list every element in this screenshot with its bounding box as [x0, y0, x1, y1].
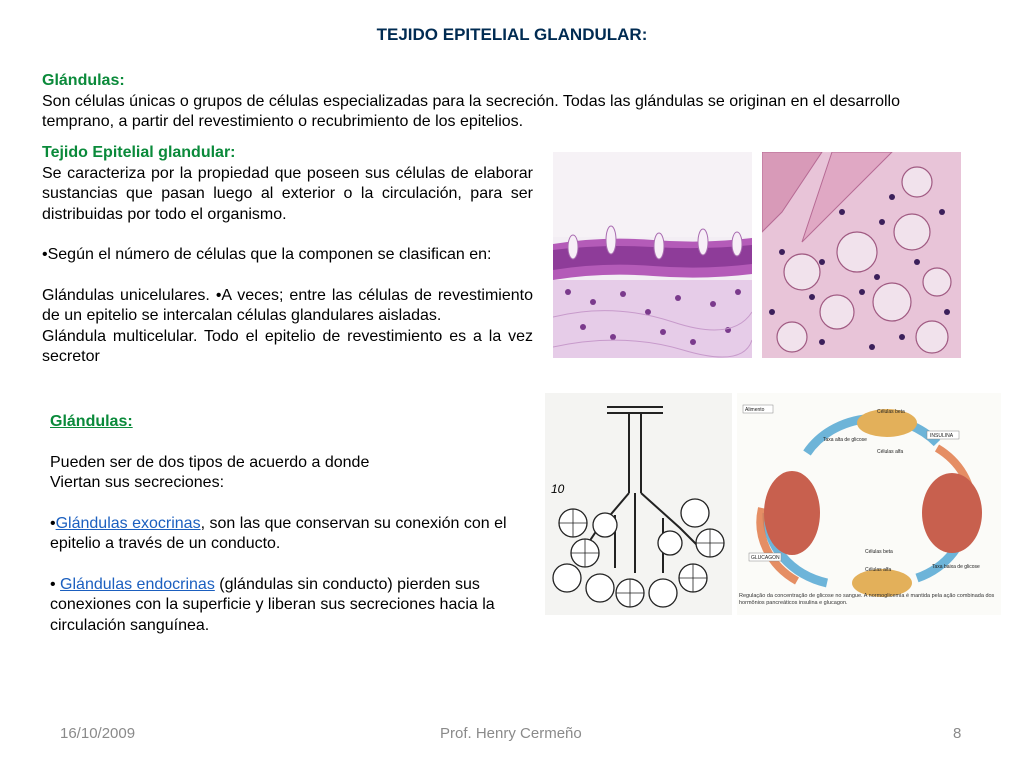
title-colon: : [641, 25, 648, 44]
tejido-p2: •Según el número de células que la componen se clasifican en: [42, 246, 492, 263]
bullet: • [50, 575, 61, 593]
figure-number: 10 [551, 482, 565, 496]
endocrinas-text: (glándulas sin conducto) pierden sus conexiones con la superficie y liberan sus secreciones hacia la circulación sanguínea. [50, 575, 495, 634]
label-taxa-alta: Taxa alta de glicose [823, 437, 867, 443]
endocrinas-link[interactable]: Glándulas endocrinas [60, 575, 215, 593]
title-text: TEJIDO EPITELIAL GLANDULAR [376, 25, 642, 44]
glucose-diagram-graphic [737, 393, 1001, 615]
label-celulas-beta-top: Células beta [877, 409, 905, 415]
glandulas-heading: Glándulas: [50, 413, 133, 430]
tejido-p4: Glándula multicelular. Todo el epitelio de revestimiento es a la vez secretor [42, 327, 533, 365]
glandulas-line1: Pueden ser de dos tipos de acuerdo a donde [50, 453, 370, 471]
label-taxa-baixa: Taxa baixa de glicose [932, 564, 980, 570]
tejido-heading: Tejido Epitelial glandular: [42, 144, 236, 161]
histology-gland-graphic [762, 152, 961, 358]
exocrinas-link[interactable]: Glándulas exocrinas [55, 514, 201, 532]
intro-text: Son células únicas o grupos de células especializadas para la secreción. Todas las glándulas se originan en el desarrollo temprano, a partir del revestimiento o recubrimiento de los epitelios. [42, 92, 901, 130]
label-glucagon: GLUCAGON [751, 555, 780, 561]
tejido-p3: Glándulas unicelulares. •A veces; entre las células de revestimiento de un epitelio se intercalan células glandulares aisladas. [42, 286, 533, 324]
histology-epithelium-image [553, 152, 752, 358]
histology-gland-image [762, 152, 961, 358]
glucose-regulation-diagram [737, 393, 1001, 615]
label-celulas-beta-bottom: Células beta [865, 549, 893, 555]
tejido-section [42, 143, 533, 368]
histology-epithelium-graphic [553, 152, 752, 358]
page-title [0, 25, 1024, 45]
label-celulas-alfa-top: Células alfa [877, 449, 904, 455]
diagram-caption: Regulação da concentração de glicose no sangue. A normoglicemia é mantida pela ação combinada dos hormônios pancreáticos insulina e glucagon. [739, 593, 995, 606]
label-alimento: Alimento [745, 407, 765, 413]
footer-page-number: 8 [953, 725, 962, 742]
glandulas-tipos-section [50, 412, 542, 636]
bullet: • [50, 514, 56, 532]
exocrine-gland-graphic [545, 393, 732, 615]
intro-section [42, 71, 972, 133]
label-insulina: INSULINA [930, 433, 954, 439]
footer-date: 16/10/2009 [60, 725, 136, 742]
exocrinas-text: , son las que conservan su conexión con el epitelio a través de un conducto. [50, 514, 507, 552]
exocrine-gland-drawing [545, 393, 732, 615]
tejido-p1: Se caracteriza por la propiedad que poseen sus células de elaborar sustancias que pasan luego al exterior o la circulación, para ser distribuidas por todo el organismo. [42, 164, 533, 223]
label-celulas-alfa-bottom: Células alfa [865, 567, 892, 573]
footer-author: Prof. Henry Cermeño [440, 725, 582, 742]
intro-heading: Glándulas: [42, 72, 125, 89]
exocrinas-item [50, 514, 542, 555]
glandulas-line2: Viertan sus secreciones: [50, 474, 225, 491]
endocrinas-item [50, 575, 542, 637]
